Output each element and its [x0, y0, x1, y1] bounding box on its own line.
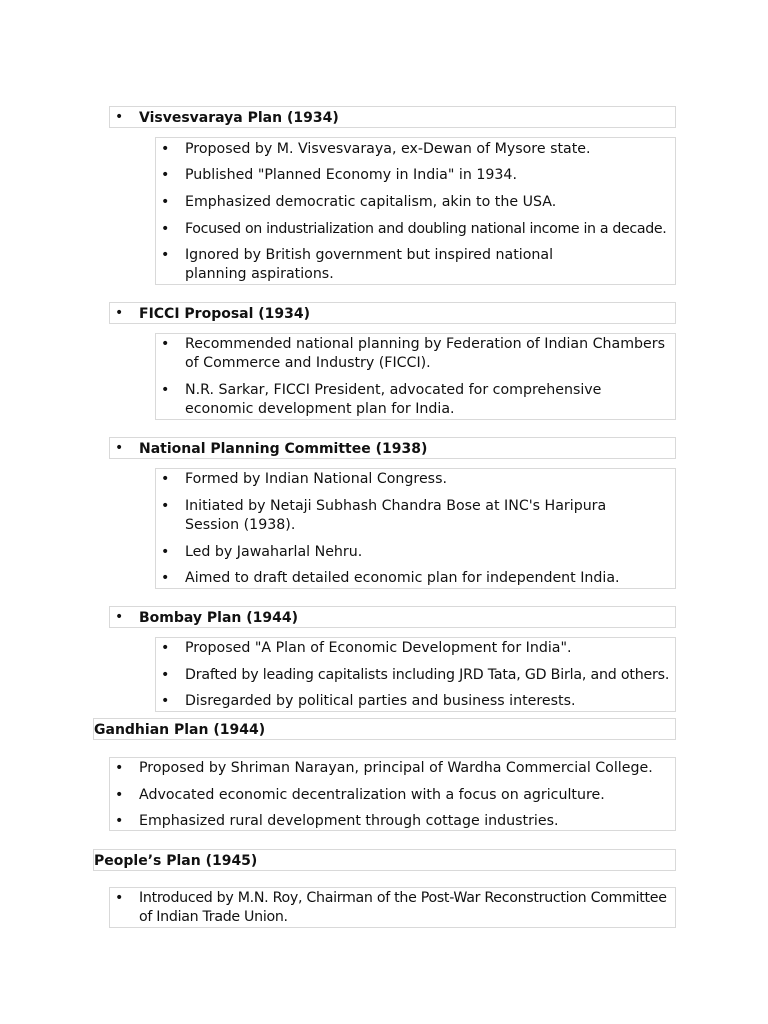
bullet-icon: •: [161, 141, 170, 157]
bullet-icon: •: [161, 247, 170, 263]
section-title: People’s Plan (1945): [94, 853, 258, 869]
bullet-icon: •: [161, 498, 170, 514]
section-list-peoples: • Introduced by M.N. Roy, Chairman of the Post-War Reconstruction Committee of Indian Trade Union.: [109, 887, 676, 928]
bullet-icon: •: [161, 544, 170, 560]
section-list-ficci: • Recommended national planning by Federation of Indian Chambers of Commerce and Industry (FICCI). • N.R. Sarkar, FICCI President, advocated for comprehensive economic development plan for India.: [155, 333, 676, 420]
bullet-icon: •: [161, 471, 170, 487]
section-heading-ficci: [109, 302, 676, 324]
bullet-icon: •: [115, 890, 124, 906]
bullet-icon: •: [161, 167, 170, 183]
section-list-bombay: • Proposed "A Plan of Economic Development for India". • Drafted by leading capitalists including JRD Tata, GD Birla, and others. • Disregarded by political parties and business interests.: [155, 637, 676, 712]
section-heading-bombay: [109, 606, 676, 628]
bullet-icon: •: [115, 305, 124, 321]
section-heading-peoples: [93, 849, 676, 871]
bullet-icon: •: [161, 194, 170, 210]
bullet-icon: •: [161, 693, 170, 709]
bullet-icon: •: [161, 640, 170, 656]
section-heading-gandhian: [93, 718, 676, 740]
section-title: Visvesvaraya Plan (1934): [139, 110, 339, 126]
bullet-icon: •: [161, 570, 170, 586]
section-heading-visvesvaraya: [109, 106, 676, 128]
section-title: Bombay Plan (1944): [139, 610, 299, 626]
bullet-icon: •: [115, 609, 124, 625]
bullet-icon: •: [161, 336, 170, 352]
bullet-icon: •: [161, 382, 170, 398]
section-title: FICCI Proposal (1934): [139, 306, 311, 322]
bullet-icon: •: [161, 221, 170, 237]
section-list-npc: • Formed by Indian National Congress. • Initiated by Netaji Subhash Chandra Bose at INC's Haripura Session (1938). • Led by Jawaharlal Nehru. • Aimed to draft detailed economic plan for independent India.: [155, 468, 676, 589]
section-list-visvesvaraya: • Proposed by M. Visvesvaraya, ex-Dewan of Mysore state. • Published "Planned Economy in India" in 1934. • Emphasized democratic capitalism, akin to the USA. • Focused on industrialization and doubling national income in a decade. • Ignored by British government but inspired national planning aspirations.: [155, 137, 676, 285]
bullet-icon: •: [115, 787, 124, 803]
section-list-gandhian: • Proposed by Shriman Narayan, principal of Wardha Commercial College. • Advocated economic decentralization with a focus on agriculture. • Emphasized rural development through cottage industries.: [109, 757, 676, 831]
bullet-icon: •: [161, 667, 170, 683]
section-heading-npc: [109, 437, 676, 459]
section-title: Gandhian Plan (1944): [94, 722, 266, 738]
bullet-icon: •: [115, 440, 124, 456]
bullet-icon: •: [115, 109, 124, 125]
section-title: National Planning Committee (1938): [139, 441, 428, 457]
bullet-icon: •: [115, 813, 124, 829]
bullet-icon: •: [115, 760, 124, 776]
